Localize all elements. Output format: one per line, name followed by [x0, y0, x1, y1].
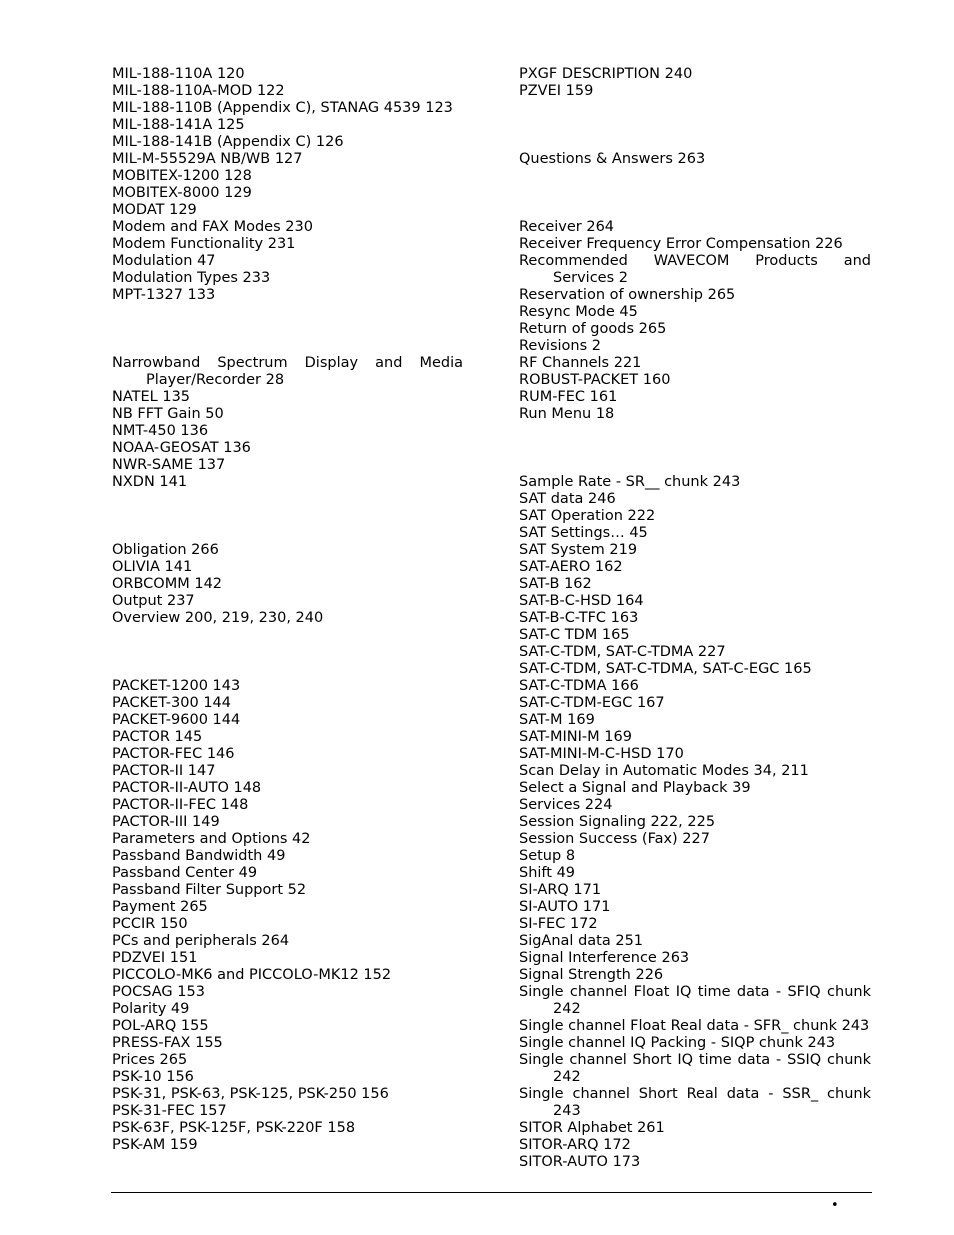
index-entry: SAT-AERO 162: [519, 559, 623, 575]
index-entry: Modulation Types 233: [112, 270, 271, 286]
index-entry: Questions & Answers 263: [519, 151, 706, 167]
index-entry: OLIVIA 141: [112, 559, 193, 575]
index-entry: Passband Center 49: [112, 865, 258, 881]
index-entry: SI-FEC 172: [519, 916, 598, 932]
index-entry: Signal Interference 263: [519, 950, 690, 966]
index-entry: PCCIR 150: [112, 916, 188, 932]
index-entry: SAT-B 162: [519, 576, 592, 592]
index-entry: SITOR Alphabet 261: [519, 1120, 665, 1136]
index-entry: Setup 8: [519, 848, 576, 864]
index-entry: PACTOR-FEC 146: [112, 746, 235, 762]
index-entry: MIL-188-141B (Appendix C) 126: [112, 134, 344, 150]
index-entry: Recommended WAVECOM Products and Services 2: [519, 253, 871, 286]
index-entry: SAT data 246: [519, 491, 616, 507]
index-entry: Sample Rate - SR__ chunk 243: [519, 474, 741, 490]
index-entry: Passband Bandwidth 49: [112, 848, 286, 864]
index-entry: Single channel Short IQ time data - SSIQ chunk 242: [519, 1052, 871, 1085]
index-entry: PRESS-FAX 155: [112, 1035, 223, 1051]
index-entry: NOAA-GEOSAT 136: [112, 440, 251, 456]
index-entry: Shift 49: [519, 865, 576, 881]
index-entry: Select a Signal and Playback 39: [519, 780, 751, 796]
index-entry: Single channel Float IQ time data - SFIQ chunk 242: [519, 984, 871, 1017]
index-entry: MPT-1327 133: [112, 287, 216, 303]
index-entry: SITOR-AUTO 173: [519, 1154, 641, 1170]
index-entry: SI-ARQ 171: [519, 882, 602, 898]
index-entry: ROBUST-PACKET 160: [519, 372, 671, 388]
index-entry: Session Success (Fax) 227: [519, 831, 710, 847]
index-entry: Passband Filter Support 52: [112, 882, 307, 898]
index-entry: Obligation 266: [112, 542, 219, 558]
index-entry: PDZVEI 151: [112, 950, 198, 966]
index-entry: PSK-AM 159: [112, 1137, 198, 1153]
index-entry: POL-ARQ 155: [112, 1018, 209, 1034]
index-entry: Narrowband Spectrum Display and Media Player/Recorder 28: [112, 355, 463, 388]
index-entry: SAT-MINI-M 169: [519, 729, 632, 745]
index-entry: RF Channels 221: [519, 355, 642, 371]
index-entry: PACTOR-II 147: [112, 763, 216, 779]
index-entry: NXDN 141: [112, 474, 188, 490]
index-entry: RUM-FEC 161: [519, 389, 618, 405]
index-entry: PACTOR 145: [112, 729, 203, 745]
index-letter-gap: [519, 168, 871, 219]
index-entry: MOBITEX-1200 128: [112, 168, 252, 184]
index-entry: PICCOLO-MK6 and PICCOLO-MK12 152: [112, 967, 392, 983]
index-entry: PSK-31, PSK-63, PSK-125, PSK-250 156: [112, 1086, 389, 1102]
index-entry: POCSAG 153: [112, 984, 205, 1000]
index-entry: MIL-188-110B (Appendix C), STANAG 4539 123: [112, 100, 453, 116]
index-entry: SAT System 219: [519, 542, 638, 558]
index-entry: Modem Functionality 231: [112, 236, 296, 252]
index-entry: Scan Delay in Automatic Modes 34, 211: [519, 763, 809, 779]
index-column-left: [112, 66, 463, 1154]
footer-rule: [111, 1192, 872, 1193]
index-entry: SAT-C-TDM-EGC 167: [519, 695, 665, 711]
index-entry: NATEL 135: [112, 389, 191, 405]
index-entry: PSK-10 156: [112, 1069, 194, 1085]
index-entry: PSK-63F, PSK-125F, PSK-220F 158: [112, 1120, 356, 1136]
index-letter-gap: [519, 100, 871, 151]
index-entry: PACKET-9600 144: [112, 712, 241, 728]
index-entry: Return of goods 265: [519, 321, 667, 337]
index-entry: ORBCOMM 142: [112, 576, 223, 592]
index-entry: SITOR-ARQ 172: [519, 1137, 631, 1153]
index-entry: SAT-C TDM 165: [519, 627, 630, 643]
footer-bullet: •: [831, 1198, 839, 1213]
index-entry: Payment 265: [112, 899, 208, 915]
index-letter-gap: [112, 304, 463, 355]
index-entry: Output 237: [112, 593, 195, 609]
index-entry: Signal Strength 226: [519, 967, 664, 983]
index-entry: MODAT 129: [112, 202, 197, 218]
index-entry: Reservation of ownership 265: [519, 287, 736, 303]
index-entry: Polarity 49: [112, 1001, 190, 1017]
index-entry: PCs and peripherals 264: [112, 933, 290, 949]
index-entry: SAT-C-TDMA 166: [519, 678, 639, 694]
index-entry: Services 224: [519, 797, 613, 813]
index-entry: SAT-B-C-TFC 163: [519, 610, 639, 626]
index-entry: SAT Settings… 45: [519, 525, 648, 541]
index-entry: SigAnal data 251: [519, 933, 644, 949]
index-entry: Revisions 2: [519, 338, 601, 354]
index-letter-gap: [519, 423, 871, 474]
index-entry: PXGF DESCRIPTION 240: [519, 66, 693, 82]
index-entry: PACTOR-II-AUTO 148: [112, 780, 262, 796]
index-entry: Resync Mode 45: [519, 304, 638, 320]
index-entry: Session Signaling 222, 225: [519, 814, 716, 830]
index-entry: Receiver Frequency Error Compensation 226: [519, 236, 843, 252]
index-entry: Single channel IQ Packing - SIQP chunk 243: [519, 1035, 836, 1051]
index-entry: PACKET-1200 143: [112, 678, 241, 694]
index-entry: MIL-M-55529A NB/WB 127: [112, 151, 303, 167]
index-entry: Single channel Short Real data - SSR_ chunk 243: [519, 1086, 871, 1119]
index-entry: Modem and FAX Modes 230: [112, 219, 313, 235]
index-entry: SAT-B-C-HSD 164: [519, 593, 644, 609]
index-entry: NWR-SAME 137: [112, 457, 226, 473]
index-entry: MIL-188-141A 125: [112, 117, 245, 133]
index-entry: Overview 200, 219, 230, 240: [112, 610, 324, 626]
index-letter-gap: [112, 491, 463, 542]
index-entry: SAT-C-TDM, SAT-C-TDMA 227: [519, 644, 726, 660]
index-entry: Prices 265: [112, 1052, 188, 1068]
index-entry: SI-AUTO 171: [519, 899, 611, 915]
index-entry: SAT Operation 222: [519, 508, 656, 524]
index-entry: SAT-M 169: [519, 712, 595, 728]
index-letter-gap: [112, 627, 463, 678]
index-entry: Single channel Float Real data - SFR_ chunk 243: [519, 1018, 870, 1034]
index-entry: PSK-31-FEC 157: [112, 1103, 227, 1119]
index-entry: NMT-450 136: [112, 423, 209, 439]
index-entry: MIL-188-110A-MOD 122: [112, 83, 285, 99]
index-entry: MIL-188-110A 120: [112, 66, 245, 82]
index-entry: NB FFT Gain 50: [112, 406, 224, 422]
index-entry: Run Menu 18: [519, 406, 615, 422]
index-entry: PACKET-300 144: [112, 695, 231, 711]
index-entry: SAT-C-TDM, SAT-C-TDMA, SAT-C-EGC 165: [519, 661, 812, 677]
index-column-right: [519, 66, 871, 1171]
index-entry: PACTOR-II-FEC 148: [112, 797, 249, 813]
index-entry: SAT-MINI-M-C-HSD 170: [519, 746, 684, 762]
index-entry: MOBITEX-8000 129: [112, 185, 252, 201]
index-entry: Parameters and Options 42: [112, 831, 311, 847]
index-entry: PACTOR-III 149: [112, 814, 220, 830]
index-entry: Receiver 264: [519, 219, 615, 235]
index-entry: Modulation 47: [112, 253, 216, 269]
index-entry: PZVEI 159: [519, 83, 594, 99]
